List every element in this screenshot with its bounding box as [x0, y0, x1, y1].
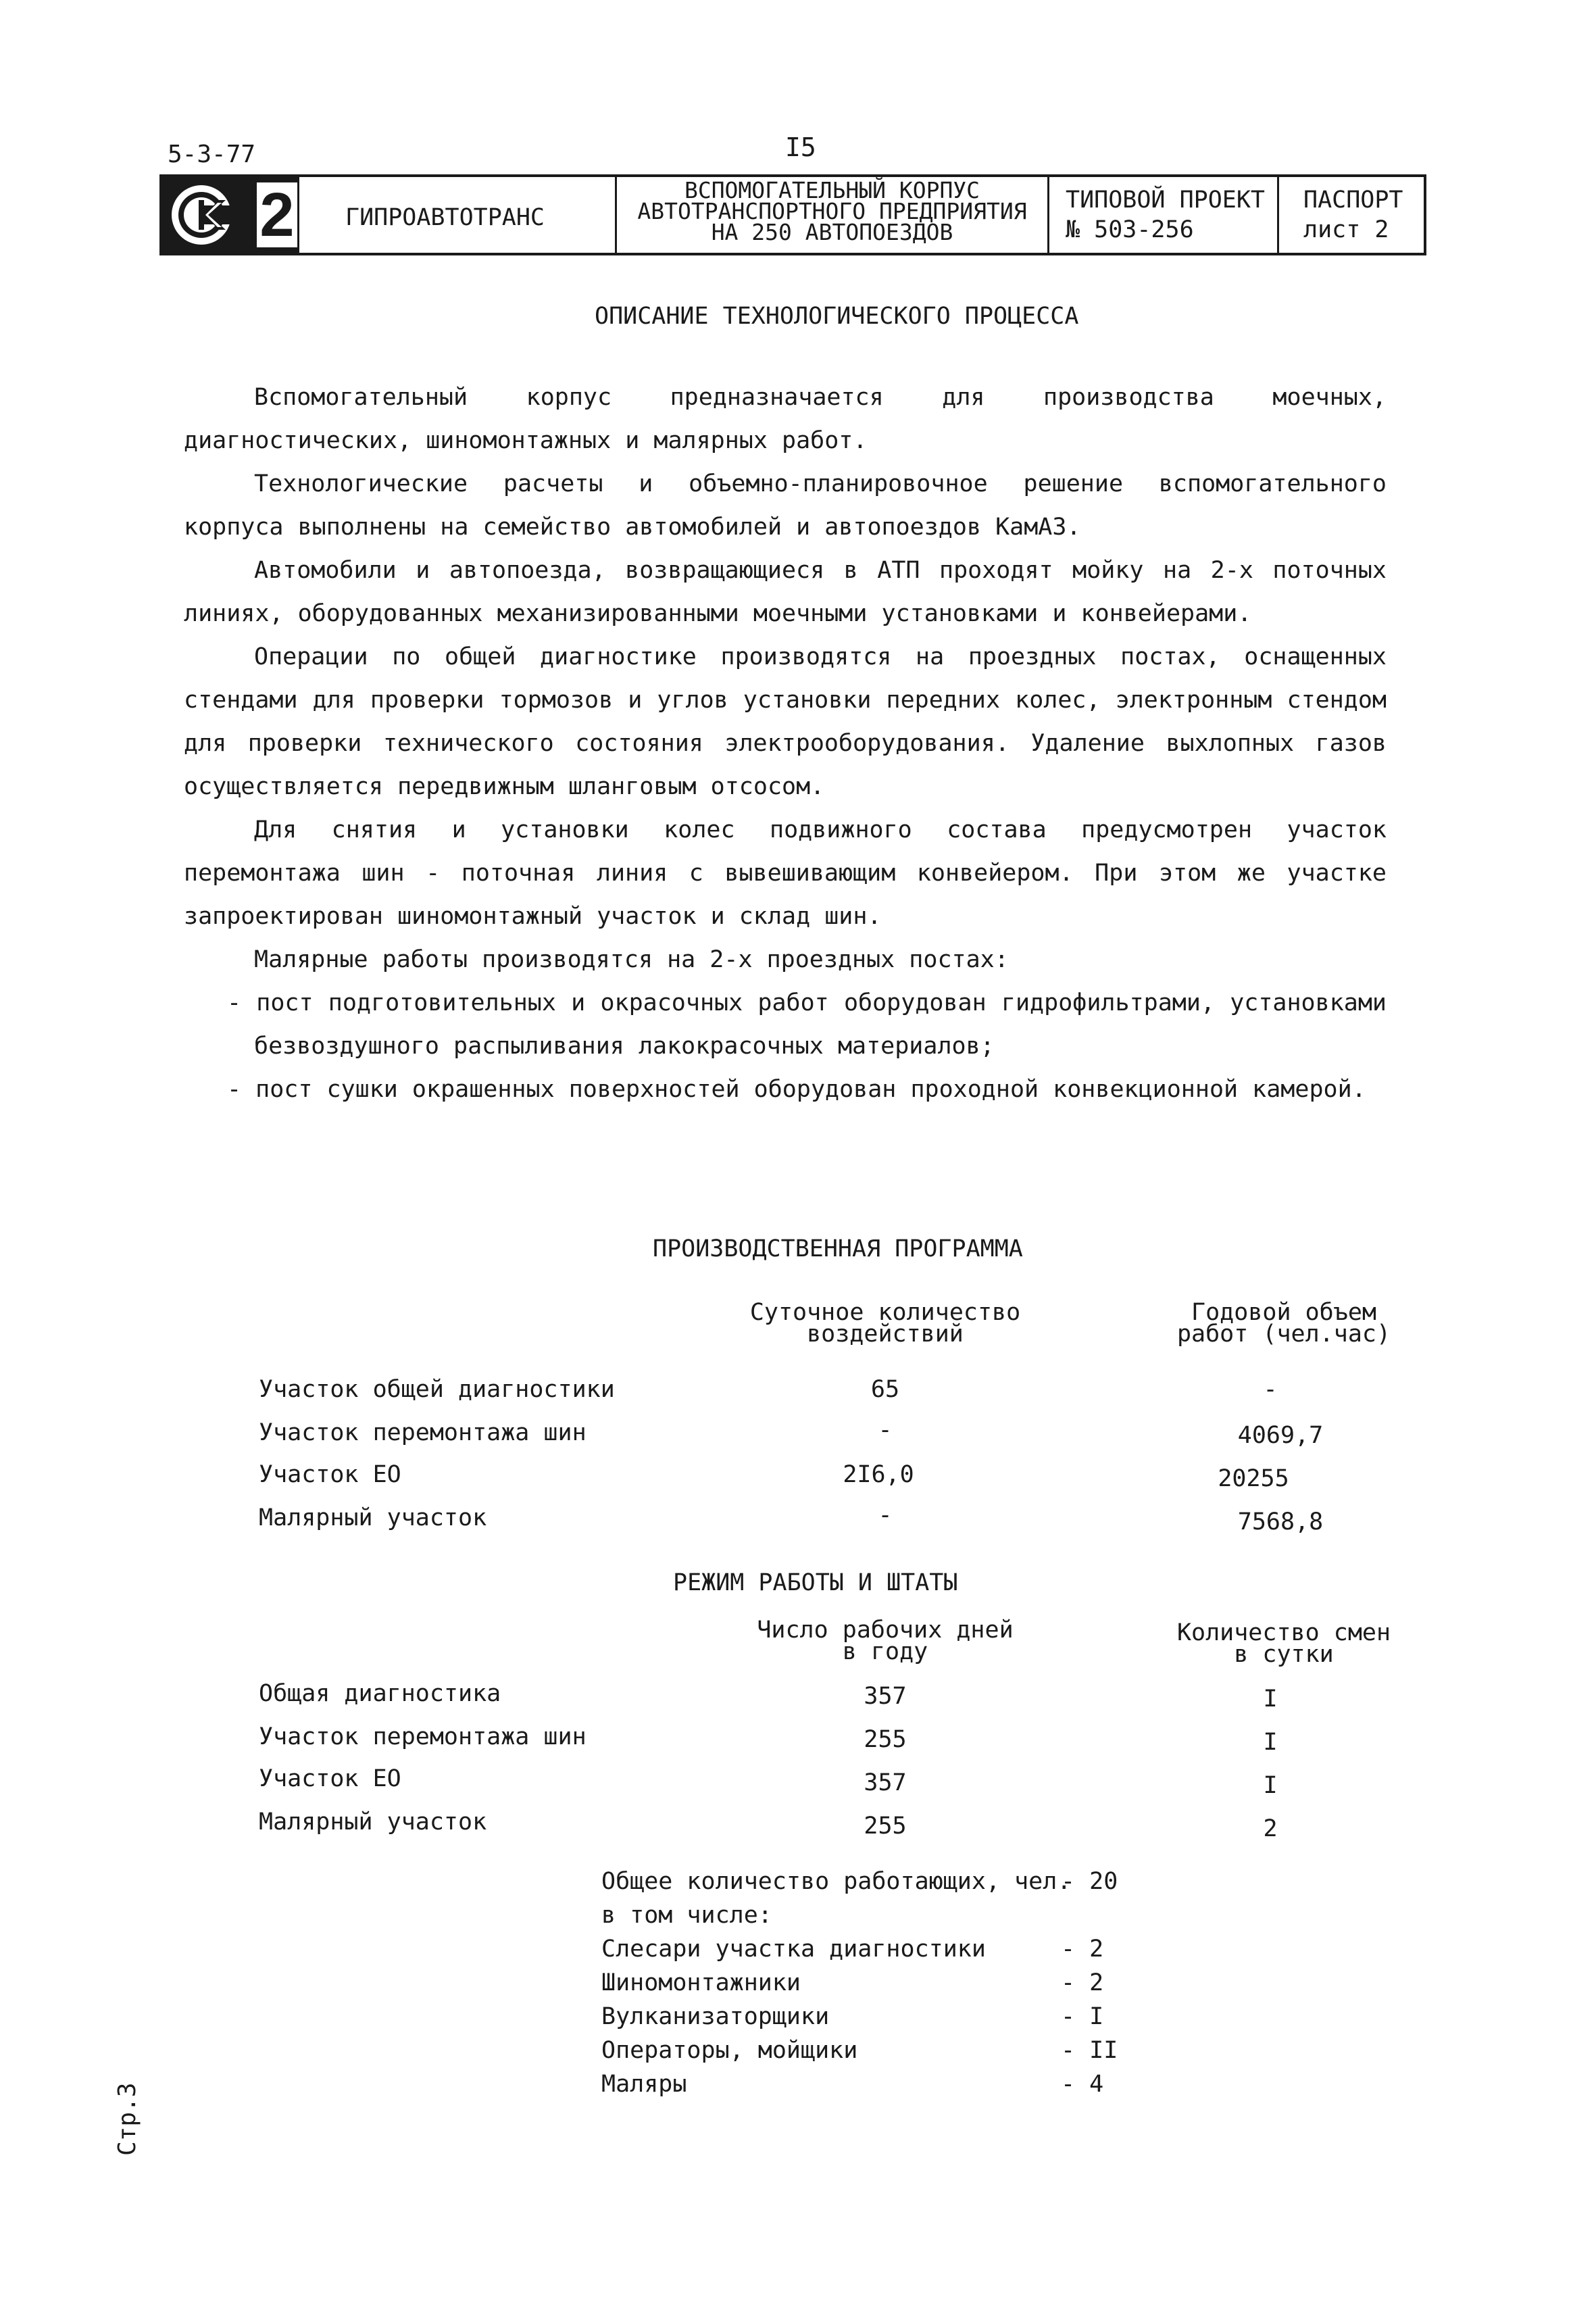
- table-cell-daily: -: [878, 1502, 893, 1529]
- table-cell-daily: -: [878, 1417, 893, 1444]
- table-cell-annual: 7568,8: [1237, 1508, 1324, 1535]
- table-cell-days: 357: [864, 1683, 907, 1710]
- staff-row-label: Слесари участка диагностики: [601, 1936, 986, 1963]
- sk-logo: [162, 177, 297, 253]
- staff-row-value: - II: [1061, 2037, 1118, 2064]
- sk-logo-icon: [169, 182, 234, 247]
- paragraph: Вспомогательный корпус предназначается для производства моечных, диагностических, шиномонтажных и малярных работ.: [184, 384, 1387, 454]
- col-header-line: Число рабочих дней: [757, 1617, 1014, 1644]
- table-row-label: Общая диагностика: [259, 1680, 501, 1707]
- page-number: I5: [785, 132, 816, 162]
- program-heading: ПРОИЗВОДСТВЕННАЯ ПРОГРАММА: [653, 1235, 1023, 1262]
- table-cell-daily: 2I6,0: [843, 1461, 914, 1488]
- project-title-line: АВТОТРАНСПОРТНОГО ПРЕДПРИЯТИЯ: [637, 198, 1027, 224]
- staff-row-value: - 2: [1061, 1969, 1104, 1996]
- staff-row-value: - I: [1061, 2003, 1104, 2030]
- table-cell-shifts: I: [1263, 1729, 1278, 1756]
- staff-row-label: Шиномонтажники: [601, 1969, 801, 1996]
- col-header-line: Суточное количество: [749, 1299, 1021, 1326]
- title-cell: [615, 177, 1047, 253]
- bullet-item: - пост подготовительных и окрасочных работ оборудован гидрофильтрами, установками безвоздушного распыливания лакокрасочных материалов;: [227, 989, 1387, 1060]
- project-title-line: ВСПОМОГАТЕЛЬНЫЙ КОРПУС: [684, 177, 980, 203]
- table-cell-annual: 4069,7: [1237, 1422, 1324, 1449]
- table-cell-daily: 65: [870, 1376, 900, 1403]
- table-row-label: Участок перемонтажа шин: [259, 1419, 587, 1446]
- project-number: № 503-256: [1066, 216, 1194, 243]
- table-cell-days: 357: [864, 1769, 907, 1796]
- project-type: ТИПОВОЙ ПРОЕКТ: [1066, 187, 1266, 214]
- staff-row-label: Операторы, мойщики: [601, 2037, 858, 2064]
- title-block: [159, 174, 1426, 255]
- table-cell-annual: 20255: [1218, 1465, 1289, 1492]
- sheet-number: лист 2: [1303, 216, 1389, 243]
- bullet-item: - пост сушки окрашенных поверхностей оборудован проходной конвекционной камерой.: [227, 1076, 1366, 1103]
- paragraph: Для снятия и установки колес подвижного состава предусмотрен участок перемонтажа шин - поточная линия с вывешивающим конвейером. При этом же участке запроектирован шиномонтажный участок и склад шин.: [184, 816, 1387, 930]
- col-header-line: в сутки: [1234, 1641, 1334, 1668]
- project-title-line: НА 250 АВТОПОЕЗДОВ: [711, 219, 953, 245]
- description-text: [184, 376, 1387, 1111]
- table-cell-shifts: I: [1263, 1685, 1278, 1713]
- paragraph: Операции по общей диагностике производятся на проездных постах, оснащенных стендами для проверки тормозов и углов установки передних колес, электронным стендом для проверки технического состояния электрооборудования. Удаление выхлопных газов осуществляется передвижным шланговым отсосом.: [184, 643, 1387, 800]
- table-row-label: Участок общей диагностики: [259, 1376, 615, 1403]
- staff-row-value: - 2: [1061, 1936, 1104, 1963]
- regime-col-shifts: [1169, 1619, 1399, 1668]
- staff-row-label: Маляры: [601, 2071, 687, 2098]
- staff-total-value: - 20: [1061, 1868, 1118, 1895]
- staff-total-label: Общее количество работающих, чел.: [601, 1868, 1072, 1895]
- paragraph: Автомобили и автопоезда, возвращающиеся в АТП проходят мойку на 2-х поточных линиях, оборудованных механизированными моечными установками и конвейерами.: [184, 557, 1387, 627]
- table-row-label: Малярный участок: [259, 1504, 487, 1531]
- organization-cell: [297, 177, 615, 253]
- table-row-label: Участок ЕО: [259, 1765, 401, 1792]
- staff-row-label: Вулканизаторщики: [601, 2003, 830, 2030]
- col-header-line: Количество смен: [1176, 1619, 1391, 1646]
- paragraph: Малярные работы производятся на 2-х проездных постах:: [254, 946, 1009, 973]
- staff-including: в том числе:: [601, 1902, 772, 1929]
- paragraph: Технологические расчеты и объемно-планировочное решение вспомогательного корпуса выполнены на семейство автомобилей и автопоездов КамАЗ.: [184, 470, 1387, 541]
- col-header-line: работ (чел.час): [1176, 1321, 1391, 1348]
- staff-row-value: - 4: [1061, 2071, 1104, 2098]
- organization-name: ГИПРОАВТОТРАНС: [345, 204, 545, 231]
- col-header-line: Годовой объем: [1191, 1299, 1376, 1326]
- regime-heading: РЕЖИМ РАБОТЫ И ШТАТЫ: [673, 1569, 958, 1596]
- program-col-daily: [743, 1299, 1027, 1348]
- col-header-line: воздействий: [807, 1321, 964, 1348]
- table-row-label: Участок ЕО: [259, 1461, 401, 1488]
- table-cell-shifts: 2: [1263, 1815, 1278, 1842]
- table-cell-annual: -: [1263, 1376, 1278, 1403]
- table-cell-days: 255: [864, 1726, 907, 1753]
- document-code: 5-3-77: [168, 141, 256, 168]
- project-cell: [1047, 177, 1277, 253]
- program-col-annual: [1169, 1299, 1399, 1348]
- table-row-label: Участок перемонтажа шин: [259, 1723, 587, 1750]
- passport-cell: [1277, 177, 1424, 253]
- project-title: [617, 177, 1047, 245]
- regime-col-days: [743, 1619, 1027, 1663]
- side-page-number: Стр.3: [114, 2082, 141, 2156]
- passport-label: ПАСПОРТ: [1303, 187, 1403, 214]
- table-cell-days: 255: [864, 1813, 907, 1840]
- logo-number: 2: [257, 182, 297, 247]
- description-heading: ОПИСАНИЕ ТЕХНОЛОГИЧЕСКОГО ПРОЦЕССА: [595, 303, 1079, 330]
- col-header-line: в году: [842, 1638, 928, 1665]
- table-cell-shifts: I: [1263, 1772, 1278, 1799]
- table-row-label: Малярный участок: [259, 1808, 487, 1836]
